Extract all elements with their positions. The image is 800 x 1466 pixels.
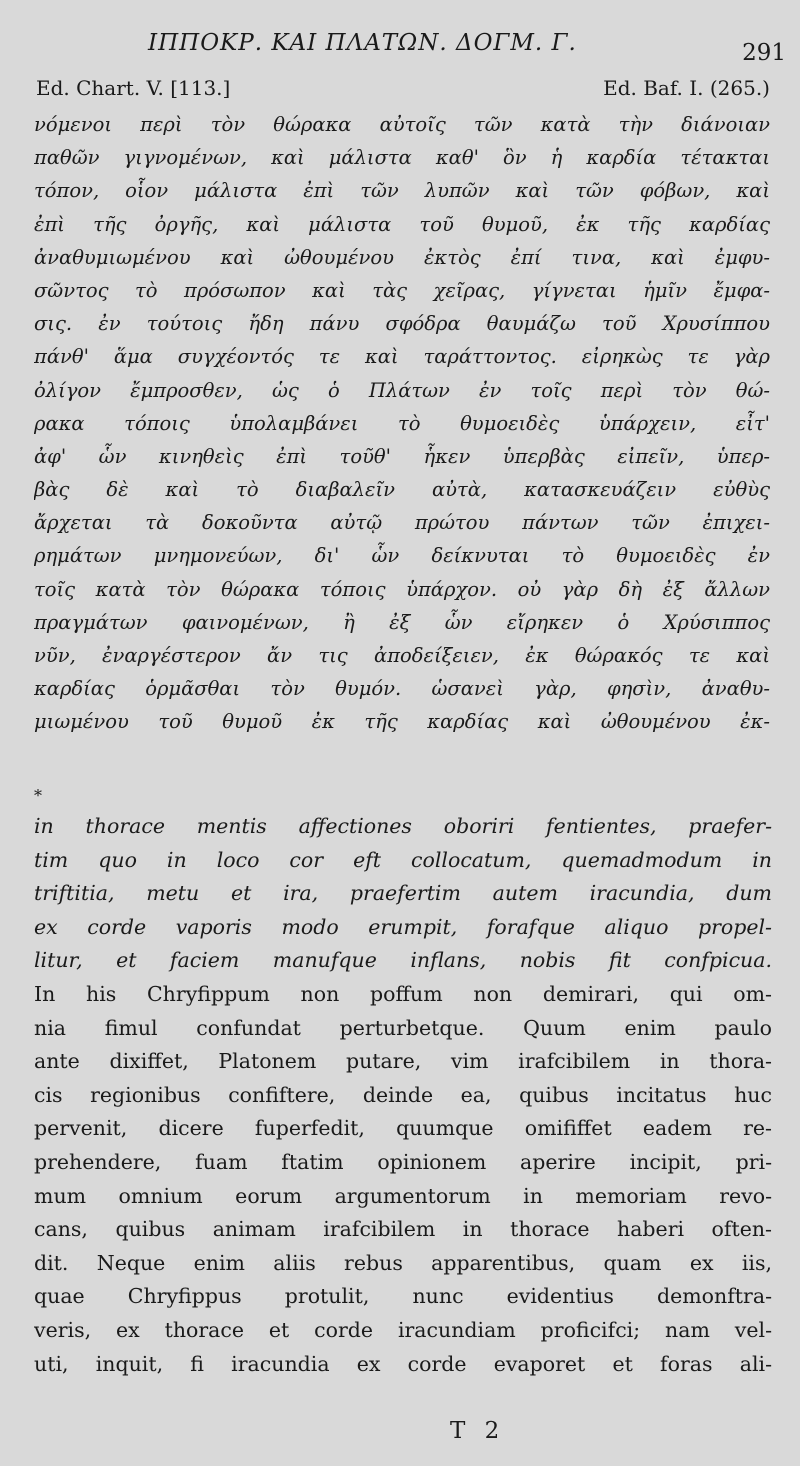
greek-text-line: ρημάτων μνημονεύων, δι' ὧν δείκνυται τὸ θυμοειδὲς ἐν xyxy=(34,544,770,568)
latin-text-line: In his Chryfippum non poffum non demirari, qui om- xyxy=(34,981,772,1006)
separator-asterisk: * xyxy=(34,786,42,805)
greek-text-line: νόμενοι περὶ τὸν θώρακα αὐτοῖς τῶν κατὰ τὴν διάνοιαν xyxy=(34,113,770,136)
greek-text-line: σῶντος τὸ πρόσωπον καὶ τὰς χεῖρας, γίγνεται ἡμῖν ἔμφα- xyxy=(34,278,770,302)
latin-text-line: cans, quibus animam irafcibilem in thorace haberi often- xyxy=(34,1217,772,1242)
edition-reference-chartier: Ed. Chart. V. [113.] xyxy=(36,76,231,100)
signature-mark: T 2 xyxy=(450,1418,506,1444)
greek-text-line: ἄρχεται τὰ δοκοῦντα αὐτῷ πρώτου πάντων τῶν ἐπιχει- xyxy=(34,511,770,535)
latin-text-line: ante dixiffet, Platonem putare, vim irafcibilem in thora- xyxy=(34,1049,772,1074)
greek-text-line: σις. ἐν τούτοις ἤδη πάνυ σφόδρα θαυμάζω τοῦ Χρυσίππου xyxy=(34,312,770,336)
greek-text-line: καρδίας ὁρμᾶσθαι τὸν θυμόν. ὡσανεὶ γὰρ, φησὶν, ἀναθυ- xyxy=(34,677,770,701)
greek-text-line: τόπον, οἷον μάλιστα ἐπὶ τῶν λυπῶν καὶ τῶν φόβων, καὶ xyxy=(34,179,770,203)
greek-text-line: τοῖς κατὰ τὸν θώρακα τόποις ὑπάρχον. οὐ γὰρ δὴ ἐξ ἄλλων xyxy=(34,577,770,601)
latin-text-line: uti, inquit, fi iracundia ex corde evaporet et foras ali- xyxy=(34,1351,772,1376)
latin-text-line: quae Chryfippus protulit, nunc evidentius demonftra- xyxy=(34,1284,772,1309)
greek-text-line: πραγμάτων φαινομένων, ἢ ἐξ ὧν εἴρηκεν ὁ Χρύσιππος xyxy=(34,610,770,634)
edition-reference-basel: Ed. Baf. I. (265.) xyxy=(603,76,770,100)
latin-text-line: nia fimul confundat perturbetque. Quum enim paulo xyxy=(34,1015,772,1040)
greek-text-line: μιωμένου τοῦ θυμοῦ ἐκ τῆς καρδίας καὶ ὠθουμένου ἐκ- xyxy=(34,710,770,734)
greek-text-block xyxy=(34,108,770,739)
greek-text-line: ὀλίγον ἔμπροσθεν, ὡς ὁ Πλάτων ἐν τοῖς περὶ τὸν θώ- xyxy=(34,378,770,402)
greek-text-line: νῦν, ἐναργέστερον ἄν τις ἀποδείξειεν, ἐκ θώρακός τε καὶ xyxy=(34,644,770,667)
latin-text-line: dit. Neque enim aliis rebus apparentibus, quam ex iis, xyxy=(34,1250,772,1275)
greek-text-line: ἐπὶ τῆς ὀργῆς, καὶ μάλιστα τοῦ θυμοῦ, ἐκ τῆς καρδίας xyxy=(34,212,770,236)
latin-text-line: pervenit, dicere fuperfedit, quumque omififfet eadem re- xyxy=(34,1116,772,1141)
greek-text-line: παθῶν γιγνομένων, καὶ μάλιστα καθ' ὃν ἡ καρδία τέτακται xyxy=(34,146,770,170)
latin-text-line: veris, ex thorace et corde iracundiam proficifci; nam vel- xyxy=(34,1317,772,1342)
latin-text-line: in thorace mentis affectiones oboriri fentientes, praefer- xyxy=(34,814,772,838)
running-head-title: ΙΠΠΟΚΡ. ΚΑΙ ΠΛΑΤΩΝ. ΔΟΓΜ. Γ. xyxy=(148,30,577,56)
latin-text-line: prehendere, fuam ftatim opinionem aperire incipit, pri- xyxy=(34,1149,772,1174)
latin-text-line: triftitia, metu et ira, praefertim autem iracundia, dum xyxy=(34,881,772,906)
greek-text-line: ρακα τόποις ὑπολαμβάνει τὸ θυμοειδὲς ὑπάρχειν, εἶτ' xyxy=(34,411,770,435)
greek-text-line: ἀφ' ὧν κινηθεὶς ἐπὶ τοῦθ' ἧκεν ὑπερβὰς εἰπεῖν, ὑπερ- xyxy=(34,444,770,468)
latin-text-line: cis regionibus confiftere, deinde ea, quibus incitatus huc xyxy=(34,1082,772,1107)
greek-text-line: πάνθ' ἅμα συγχέοντός τε καὶ ταράττοντος. εἰρηκὼς τε γὰρ xyxy=(34,345,770,369)
latin-text-line: ex corde vaporis modo erumpit, forafque aliquo propel- xyxy=(34,914,772,939)
edition-references xyxy=(36,76,780,102)
latin-text-line: mum omnium eorum argumentorum in memoriam revo- xyxy=(34,1183,772,1208)
greek-text-line: βὰς δὲ καὶ τὸ διαβαλεῖν αὐτὰ, κατασκευάζειν εὐθὺς xyxy=(34,478,770,502)
latin-text-line: tim quo in loco cor eft collocatum, quemadmodum in xyxy=(34,847,772,872)
greek-text-line: ἀναθυμιωμένου καὶ ὠθουμένου ἐκτὸς ἐπί τινα, καὶ ἐμφυ- xyxy=(34,245,770,269)
page-number: 291 xyxy=(742,40,786,66)
latin-text-block xyxy=(34,810,772,1381)
running-head xyxy=(0,30,800,64)
latin-text-line: litur, et faciem manufque inflans, nobis fit confpicua. xyxy=(34,948,772,973)
